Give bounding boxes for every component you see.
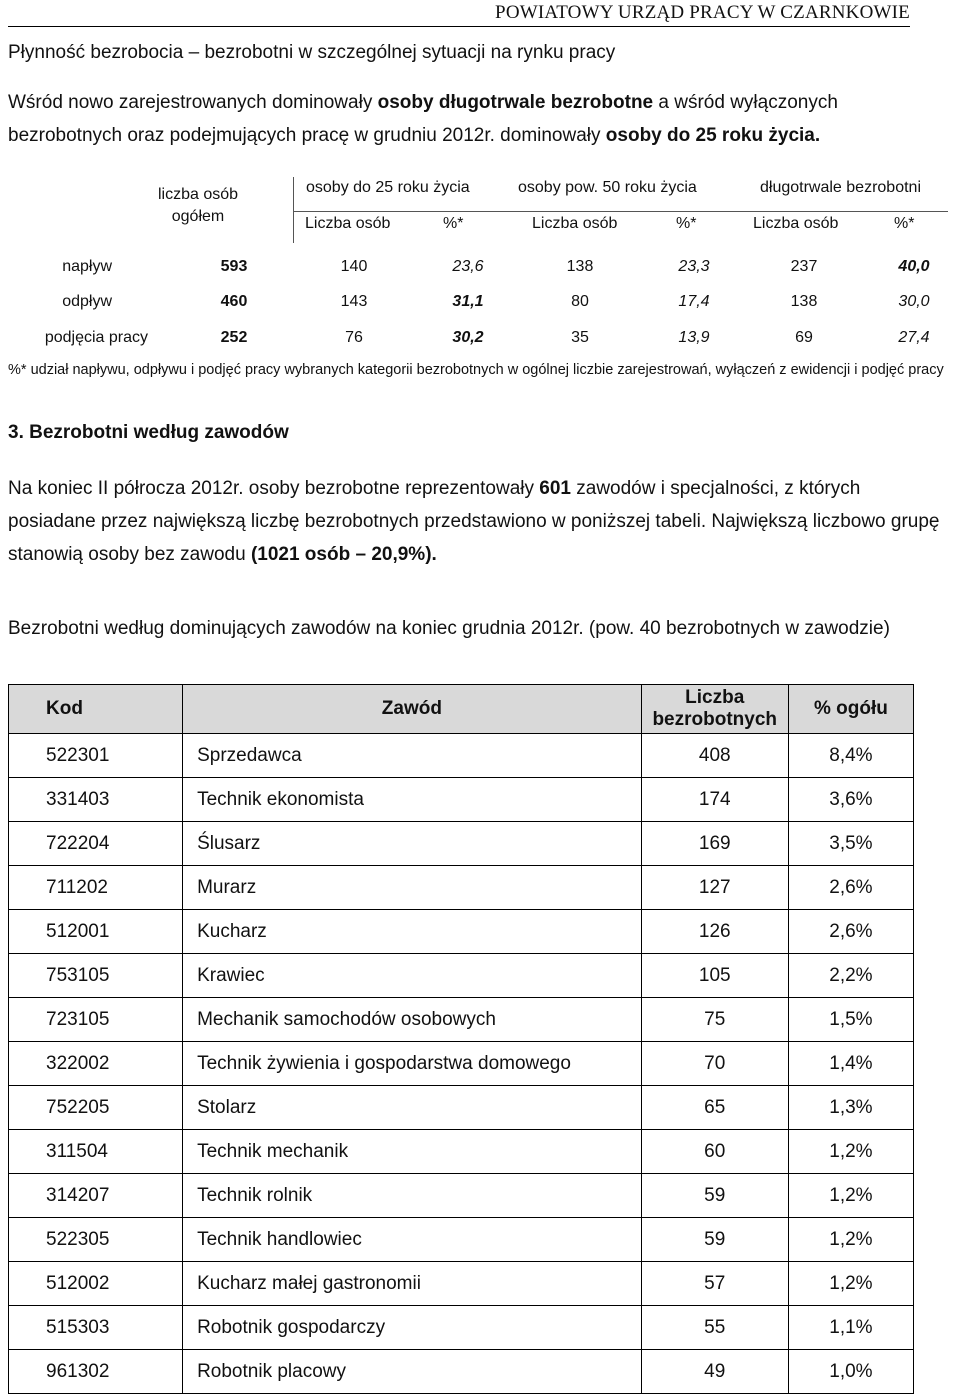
cell-liczba: 174 — [641, 778, 788, 822]
flow-group-header: osoby do 25 roku życia — [306, 179, 470, 196]
cell-pct: 1,4% — [788, 1042, 913, 1086]
cell-liczba: 55 — [641, 1306, 788, 1350]
table-row — [9, 1086, 914, 1130]
cell-pct: 3,6% — [788, 778, 913, 822]
cell-zawod: Technik rolnik — [183, 1174, 642, 1218]
cell-zawod: Stolarz — [183, 1086, 642, 1130]
cell-liczba: 60 — [641, 1130, 788, 1174]
flow-row-label: podjęcia pracy — [44, 329, 148, 346]
cell-zawod: Robotnik placowy — [183, 1350, 642, 1394]
cell-zawod: Technik żywienia i gospodarstwa domowego — [183, 1042, 642, 1086]
cell-kod: 723105 — [9, 998, 183, 1042]
intro-paragraph — [8, 86, 948, 152]
flow-sub-header: Liczba osób — [532, 215, 618, 232]
table-row — [9, 1306, 914, 1350]
flow-row — [8, 258, 948, 288]
flow-value: 140 — [340, 258, 368, 275]
table-row — [9, 822, 914, 866]
cell-kod: 753105 — [9, 954, 183, 998]
flow-pct: 23,3 — [678, 258, 710, 275]
document-header: POWIATOWY URZĄD PRACY W CZARNKOWIE — [495, 2, 910, 23]
cell-pct: 1,2% — [788, 1174, 913, 1218]
flow-sub-header: %* — [443, 215, 464, 232]
flow-total: 460 — [220, 293, 248, 310]
flow-pct: 13,9 — [678, 329, 710, 346]
cell-kod: 331403 — [9, 778, 183, 822]
table-row — [9, 1350, 914, 1394]
cell-pct: 1,1% — [788, 1306, 913, 1350]
table-row — [9, 910, 914, 954]
occupations-table — [8, 684, 914, 1394]
cell-kod: 961302 — [9, 1350, 183, 1394]
cell-liczba: 127 — [641, 866, 788, 910]
cell-zawod: Kucharz — [183, 910, 642, 954]
cell-kod: 515303 — [9, 1306, 183, 1350]
cell-kod: 722204 — [9, 822, 183, 866]
cell-kod: 512001 — [9, 910, 183, 954]
cell-pct: 8,4% — [788, 734, 913, 778]
section-title: Płynność bezrobocia – bezrobotni w szczególnej sytuacji na rynku pracy — [8, 42, 616, 63]
flow-value: 138 — [566, 258, 594, 275]
table-row — [9, 998, 914, 1042]
flow-value: 76 — [345, 329, 363, 346]
flow-pct: 30,0 — [898, 293, 930, 310]
cell-liczba: 105 — [641, 954, 788, 998]
flow-group-header: długotrwale bezrobotni — [760, 179, 921, 196]
section-heading: 3. Bezrobotni według zawodów — [8, 422, 289, 443]
cell-zawod: Krawiec — [183, 954, 642, 998]
cell-kod: 512002 — [9, 1262, 183, 1306]
cell-pct: 1,5% — [788, 998, 913, 1042]
flow-total-header: liczba osób ogółem — [157, 186, 239, 225]
cell-liczba: 70 — [641, 1042, 788, 1086]
table-row — [9, 1174, 914, 1218]
cell-zawod: Sprzedawca — [183, 734, 642, 778]
cell-kod: 711202 — [9, 866, 183, 910]
flow-header-rule — [293, 211, 948, 212]
flow-value: 80 — [571, 293, 589, 310]
para-text-1: Na koniec II półrocza 2012r. osoby bezrobotne reprezentowały — [8, 478, 540, 499]
flow-row-label: napływ — [62, 258, 112, 275]
flow-value: 138 — [790, 293, 818, 310]
cell-kod: 314207 — [9, 1174, 183, 1218]
flow-divider — [293, 177, 294, 243]
table-row — [9, 1262, 914, 1306]
flow-value: 69 — [795, 329, 813, 346]
flow-sub-header: %* — [894, 215, 915, 232]
cell-pct: 2,6% — [788, 910, 913, 954]
cell-pct: 1,3% — [788, 1086, 913, 1130]
table-row — [9, 1218, 914, 1262]
flow-sub-header: %* — [676, 215, 697, 232]
cell-kod: 522301 — [9, 734, 183, 778]
footnote: %* udział napływu, odpływu i podjęć pracy wybranych kategorii bezrobotnych w ogólnej liczbie zarejestrowań, wyłączeń z ewidencji i podjęć pracy — [8, 362, 944, 378]
col-header-pct: % ogółu — [788, 685, 913, 734]
cell-zawod: Murarz — [183, 866, 642, 910]
table-row — [9, 778, 914, 822]
table-body — [9, 734, 914, 1394]
table-row — [9, 866, 914, 910]
cell-liczba: 49 — [641, 1350, 788, 1394]
header-rule — [8, 26, 910, 27]
flow-total: 252 — [220, 329, 248, 346]
flow-row — [8, 293, 948, 323]
col-header-zawod: Zawód — [183, 685, 642, 734]
col-header-liczba: Liczba bezrobotnych — [641, 685, 788, 734]
table-header-row — [9, 685, 914, 734]
col-header-kod: Kod — [9, 685, 183, 734]
flow-pct: 40,0 — [898, 258, 930, 275]
flow-sub-header: Liczba osób — [753, 215, 839, 232]
cell-zawod: Technik ekonomista — [183, 778, 642, 822]
intro-bold-2: osoby do 25 roku życia. — [605, 125, 821, 146]
cell-liczba: 59 — [641, 1218, 788, 1262]
cell-liczba: 408 — [641, 734, 788, 778]
cell-zawod: Kucharz małej gastronomii — [183, 1262, 642, 1306]
table-row — [9, 1042, 914, 1086]
table-row — [9, 734, 914, 778]
table-row — [9, 954, 914, 998]
table-intro: Bezrobotni według dominujących zawodów na koniec grudnia 2012r. (pow. 40 bezrobotnych w zawodzie) — [8, 618, 890, 639]
cell-pct: 1,0% — [788, 1350, 913, 1394]
flow-pct: 23,6 — [452, 258, 484, 275]
para-bold-2: (1021 osób – 20,9%). — [250, 544, 437, 565]
cell-zawod: Technik mechanik — [183, 1130, 642, 1174]
cell-liczba: 57 — [641, 1262, 788, 1306]
cell-zawod: Mechanik samochodów osobowych — [183, 998, 642, 1042]
flow-sub-header: Liczba osób — [305, 215, 391, 232]
cell-zawod: Technik handlowiec — [183, 1218, 642, 1262]
flow-pct: 17,4 — [678, 293, 710, 310]
cell-pct: 2,2% — [788, 954, 913, 998]
cell-pct: 1,2% — [788, 1130, 913, 1174]
intro-text-1: Wśród nowo zarejestrowanych dominowały — [8, 92, 378, 113]
cell-liczba: 75 — [641, 998, 788, 1042]
para-text-2: zawodów i specjalności, z których posiadane przez największą liczbę bezrobotnych przedstawiono w poniższej tabeli. Największą liczbowo grupę stanowią osoby bez zawodu — [8, 478, 940, 565]
cell-pct: 2,6% — [788, 866, 913, 910]
flow-group-header: osoby pow. 50 roku życia — [518, 179, 697, 196]
cell-liczba: 126 — [641, 910, 788, 954]
flow-total: 593 — [220, 258, 248, 275]
table-row — [9, 1130, 914, 1174]
flow-pct: 30,2 — [452, 329, 484, 346]
flow-value: 35 — [571, 329, 589, 346]
section-paragraph — [8, 472, 948, 571]
cell-pct: 1,2% — [788, 1218, 913, 1262]
cell-pct: 3,5% — [788, 822, 913, 866]
cell-pct: 1,2% — [788, 1262, 913, 1306]
flow-value: 143 — [340, 293, 368, 310]
cell-liczba: 65 — [641, 1086, 788, 1130]
flow-row — [8, 329, 948, 359]
intro-bold-1: osoby długotrwale bezrobotne — [377, 92, 654, 113]
cell-kod: 322002 — [9, 1042, 183, 1086]
intro-text-2: a wśród wyłączonych bezrobotnych oraz podejmujących pracę w grudniu 2012r. dominowały — [8, 92, 838, 146]
cell-kod: 311504 — [9, 1130, 183, 1174]
flow-pct: 31,1 — [452, 293, 484, 310]
cell-kod: 522305 — [9, 1218, 183, 1262]
cell-kod: 752205 — [9, 1086, 183, 1130]
cell-zawod: Ślusarz — [183, 822, 642, 866]
cell-liczba: 169 — [641, 822, 788, 866]
flow-value: 237 — [790, 258, 818, 275]
cell-liczba: 59 — [641, 1174, 788, 1218]
cell-zawod: Robotnik gospodarczy — [183, 1306, 642, 1350]
para-bold-1: 601 — [539, 478, 571, 499]
flow-row-label: odpływ — [62, 293, 112, 310]
flow-pct: 27,4 — [898, 329, 930, 346]
